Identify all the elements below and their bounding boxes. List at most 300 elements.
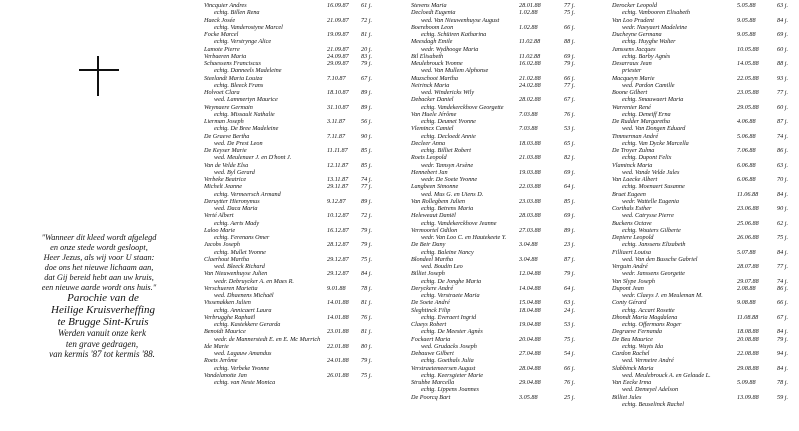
deceased-name: Van Loo Prudent bbox=[612, 16, 654, 24]
age: 90 j. bbox=[361, 132, 373, 140]
spouse-name: echtg. Annicaert Laura bbox=[214, 306, 272, 314]
deceased-entry bbox=[204, 60, 378, 67]
spouse-name: echtg. Keersgieter Marie bbox=[421, 371, 484, 379]
death-date: 19.03.88 bbox=[519, 168, 541, 176]
spouse-name: wed. Van Dongen Eduard bbox=[622, 125, 686, 133]
age: 20 j. bbox=[361, 45, 373, 53]
spouse-line bbox=[411, 191, 581, 198]
deceased-entry bbox=[411, 82, 581, 89]
spouse-line bbox=[204, 379, 378, 386]
spouse-line bbox=[411, 162, 581, 169]
deceased-name: Verschueren Marietta bbox=[204, 284, 258, 292]
death-date: 22.08.88 bbox=[737, 350, 759, 357]
death-date: 11.08.88 bbox=[737, 313, 759, 321]
age: 85 j. bbox=[361, 161, 373, 169]
deceased-entry bbox=[411, 24, 581, 31]
deceased-name: Verbeke Beatrice bbox=[204, 176, 247, 183]
deceased-name: Debacker Daniel bbox=[411, 96, 454, 104]
spouse-line bbox=[411, 343, 581, 350]
deceased-entry bbox=[411, 140, 581, 147]
deceased-name: Neirinck Maria bbox=[411, 81, 450, 89]
deceased-entry bbox=[204, 162, 378, 169]
age: 65 j. bbox=[564, 139, 576, 147]
death-date: 23.05.88 bbox=[737, 89, 759, 96]
spouse-name: echtg. Beuselinck Rachel bbox=[622, 400, 685, 408]
age: 77 j. bbox=[564, 81, 576, 89]
age: 69 j. bbox=[564, 212, 576, 220]
death-date: 21.09.87 bbox=[327, 45, 349, 53]
spouse-line bbox=[204, 9, 378, 16]
deceased-name: Bruet Eugeen bbox=[612, 190, 646, 198]
spouse-line bbox=[612, 212, 795, 219]
spouse-name: echtg. Deumet Yvonne bbox=[421, 118, 476, 125]
age: 75 j. bbox=[777, 234, 789, 241]
spouse-line bbox=[411, 104, 581, 111]
age: 79 j. bbox=[361, 357, 373, 365]
death-date: 14.01.88 bbox=[327, 313, 349, 321]
parish-title-line: te Brugge Sint-Kruis bbox=[57, 316, 149, 328]
deceased-entry bbox=[612, 104, 795, 111]
deceased-entry bbox=[204, 328, 378, 335]
death-date: 16.12.87 bbox=[327, 226, 349, 234]
spouse-line bbox=[411, 31, 581, 38]
death-date: 5.06.88 bbox=[737, 132, 756, 140]
deceased-entry bbox=[411, 154, 581, 161]
spouse-name: echtg. van Neste Monica bbox=[214, 379, 276, 386]
deceased-entry bbox=[612, 60, 795, 67]
death-date: 28.12.87 bbox=[327, 241, 349, 249]
death-date: 18.04.88 bbox=[519, 306, 541, 314]
death-date: 14.01.88 bbox=[327, 299, 349, 307]
death-date: 21.02.88 bbox=[519, 74, 541, 82]
age: 59 j. bbox=[777, 393, 789, 401]
death-date: 29.09.87 bbox=[327, 60, 349, 67]
death-date: 22.05.88 bbox=[737, 74, 759, 82]
deceased-name: Van Laecke Albert bbox=[612, 176, 658, 183]
deceased-entry bbox=[411, 270, 581, 277]
death-date: 2.08.88 bbox=[737, 284, 756, 292]
spouse-name: echtg. Wouters Gilberte bbox=[622, 226, 681, 234]
deceased-entry bbox=[612, 118, 795, 125]
spouse-name: wed. Meulenaer J. en D'hont J. bbox=[214, 154, 292, 162]
deceased-name: Conty Gérard bbox=[612, 299, 647, 307]
death-date: 28.07.88 bbox=[737, 263, 759, 270]
death-date: 23.01.88 bbox=[327, 328, 349, 336]
spouse-name: wed. Van den Bussche Gabriel bbox=[622, 255, 698, 263]
deceased-name: Derocker Leopold bbox=[612, 2, 657, 9]
deceased-name: Boereboom Leon bbox=[411, 23, 454, 31]
age: 69 j. bbox=[564, 168, 576, 176]
death-date: 14.04.88 bbox=[519, 284, 541, 292]
age: 77 j. bbox=[564, 2, 576, 9]
deceased-entry bbox=[411, 212, 581, 219]
spouse-line bbox=[411, 147, 581, 154]
age: 63 j. bbox=[564, 299, 576, 307]
deceased-entry bbox=[411, 307, 581, 314]
spouse-line bbox=[612, 270, 795, 277]
deceased-name: Dhondt Maria Magdalena bbox=[612, 313, 678, 321]
age: 84 j. bbox=[777, 248, 789, 256]
spouse-line bbox=[612, 96, 795, 103]
parish-title-line: Heilige Kruisverheffing bbox=[51, 304, 155, 316]
age: 76 j. bbox=[564, 110, 576, 118]
spouse-name: echtg. Vermeersch Armand bbox=[214, 190, 281, 198]
deceased-name: Van de Velde Elsa bbox=[204, 161, 249, 169]
spouse-name: priester bbox=[622, 67, 642, 75]
deceased-name: Verbrugghe Raphaël bbox=[204, 313, 256, 321]
deceased-name: Van Eecke Irma bbox=[612, 379, 652, 386]
spouse-line bbox=[204, 350, 378, 357]
deceased-name: Warrenier René bbox=[612, 103, 651, 111]
spouse-name: wedr. Wydhooge Maria bbox=[421, 45, 479, 53]
spouse-line bbox=[204, 205, 378, 212]
spouse-name: echtg. Dupont Felix bbox=[622, 154, 672, 162]
age: 83 j. bbox=[361, 52, 373, 60]
spouse-name: wed. Grudacks Joseph bbox=[421, 342, 477, 350]
death-date: 16.02.88 bbox=[519, 60, 541, 67]
age: 86 j. bbox=[777, 147, 789, 154]
deceased-name: Vlemincx Camiel bbox=[411, 125, 454, 133]
deceased-name: Claerhout Martha bbox=[204, 255, 250, 263]
cross-icon bbox=[79, 56, 119, 96]
deceased-name: Heleweaut Daniël bbox=[411, 212, 456, 220]
spouse-name: wed. Daca Maria bbox=[214, 205, 258, 212]
deceased-entry bbox=[612, 162, 795, 169]
spouse-name: wed. Boudin Leo bbox=[421, 263, 463, 270]
death-date: 24.09.87 bbox=[327, 52, 349, 60]
spouse-line bbox=[612, 357, 795, 364]
spouse-name: wed. Demeyel Adelson bbox=[622, 386, 679, 394]
age: 64 j. bbox=[564, 284, 576, 292]
deceased-name: Meulebrouck Yvonne bbox=[411, 60, 463, 67]
deceased-entry bbox=[204, 176, 378, 183]
deceased-list-column-2 bbox=[411, 2, 581, 401]
death-date: 9.01.88 bbox=[327, 284, 346, 292]
deceased-entry bbox=[411, 379, 581, 386]
deceased-name: Billiet Joseph bbox=[411, 270, 445, 278]
deceased-entry bbox=[411, 227, 581, 234]
deceased-name: Cardon Rachel bbox=[612, 350, 650, 357]
spouse-name: echtg. Vandekerckhove Jeanne bbox=[421, 219, 497, 227]
death-date: 29.08.88 bbox=[737, 364, 759, 372]
age: 93 j. bbox=[777, 74, 789, 82]
age: 79 j. bbox=[361, 226, 373, 234]
deceased-entry bbox=[411, 321, 581, 328]
age: 60 j. bbox=[777, 103, 789, 111]
death-date: 9.05.88 bbox=[737, 16, 756, 24]
death-date: 18.10.87 bbox=[327, 89, 349, 96]
spouse-line bbox=[612, 307, 795, 314]
spouse-name: echtg. Kastekkere Gerarda bbox=[214, 321, 281, 328]
spouse-line bbox=[411, 133, 581, 140]
spouse-name: echtg. Billiet Robert bbox=[421, 147, 472, 154]
deceased-entry bbox=[612, 234, 795, 241]
age: 84 j. bbox=[777, 190, 789, 198]
age: 89 j. bbox=[361, 197, 373, 205]
deceased-entry bbox=[411, 299, 581, 306]
deceased-entry bbox=[612, 176, 795, 183]
spouse-name: wedr. Wattelle Eugenia bbox=[622, 197, 679, 205]
death-date: 28.04.88 bbox=[519, 364, 541, 372]
deceased-name: Boone Gilbert bbox=[612, 89, 648, 96]
spouse-name: echtg. Offermans Roger bbox=[622, 321, 682, 328]
spouse-line bbox=[204, 67, 378, 74]
deceased-entry bbox=[612, 350, 795, 357]
spouse-name: echtg. Mullet Yvonne bbox=[214, 248, 266, 256]
deceased-entry bbox=[411, 350, 581, 357]
deceased-entry bbox=[204, 46, 378, 53]
spouse-line bbox=[411, 357, 581, 364]
deceased-name: Deryckere André bbox=[411, 284, 454, 292]
deceased-entry bbox=[411, 9, 581, 16]
death-date: 13.11.87 bbox=[327, 176, 349, 183]
death-date: 23.06.88 bbox=[737, 205, 759, 212]
spouse-name: wedr. Claeys J. en Meuleman M. bbox=[622, 292, 703, 299]
deceased-entry bbox=[612, 328, 795, 335]
death-date: 11.11.87 bbox=[327, 147, 348, 154]
age: 81 j. bbox=[361, 328, 373, 336]
quote-line: doe ons het nieuwe lichaam aan, bbox=[44, 263, 154, 272]
spouse-name: wedr. Van Loo C. en Hautekeete Y. bbox=[421, 234, 507, 241]
deceased-entry bbox=[411, 75, 581, 82]
deceased-name: Schaessens Franciscus bbox=[204, 60, 261, 67]
age: 72 j. bbox=[361, 212, 373, 220]
spouse-line bbox=[204, 234, 378, 241]
spouse-line bbox=[612, 372, 795, 379]
spouse-name: wedr. Tamsyn Arsène bbox=[421, 161, 474, 169]
spouse-line bbox=[411, 314, 581, 321]
deceased-entry bbox=[411, 60, 581, 67]
spouse-line bbox=[411, 67, 581, 74]
deceased-entry bbox=[612, 285, 795, 292]
age: 79 j. bbox=[564, 270, 576, 278]
death-date: 3.04.88 bbox=[519, 241, 538, 249]
death-date: 7.10.87 bbox=[327, 74, 346, 82]
deceased-entry bbox=[612, 31, 795, 38]
death-date: 6.06.88 bbox=[737, 176, 756, 183]
age: 84 j. bbox=[777, 328, 789, 336]
spouse-line bbox=[411, 263, 581, 270]
death-date: 5.07.88 bbox=[737, 248, 756, 256]
death-date: 20.08.88 bbox=[737, 335, 759, 343]
deceased-entry bbox=[612, 394, 795, 401]
deceased-name: Van Slype Joseph bbox=[612, 277, 655, 285]
deceased-name: Langbeen Simonne bbox=[411, 183, 459, 191]
spouse-name: wed. Pardon Camille bbox=[622, 81, 675, 89]
deceased-entry bbox=[204, 17, 378, 24]
deceased-entry bbox=[612, 249, 795, 256]
deceased-name: De Graeve Bertha bbox=[204, 132, 250, 140]
deceased-name: Stevens Maria bbox=[411, 2, 447, 9]
spouse-line bbox=[204, 365, 378, 372]
age: 90 j. bbox=[777, 205, 789, 212]
age: 66 j. bbox=[564, 74, 576, 82]
age: 74 j. bbox=[361, 176, 373, 183]
spouse-line bbox=[612, 241, 795, 248]
death-date: 28.01.88 bbox=[519, 2, 541, 9]
deceased-entry bbox=[411, 365, 581, 372]
deceased-name: De Poorcq Bart bbox=[411, 393, 451, 401]
deceased-name: Haeck Josée bbox=[204, 16, 236, 24]
spouse-name: echtg. Lippens Joannes bbox=[421, 386, 479, 394]
deceased-entry bbox=[204, 198, 378, 205]
deceased-entry bbox=[204, 89, 378, 96]
spouse-name: wed. Lammertyn Maurice bbox=[214, 96, 278, 104]
quote-line: "Wanneer dit kleed wordt afgelegd bbox=[41, 233, 157, 242]
deceased-entry bbox=[204, 227, 378, 234]
spouse-line bbox=[411, 220, 581, 227]
death-date: 11.02.88 bbox=[519, 38, 541, 46]
deceased-entry bbox=[411, 336, 581, 343]
deceased-name: Steelandt Maria Louiza bbox=[204, 74, 263, 82]
subtitle-line: ten grave gedragen, bbox=[65, 338, 139, 349]
age: 61 j. bbox=[361, 2, 373, 9]
deceased-entry bbox=[411, 241, 581, 248]
spouse-line bbox=[411, 17, 581, 24]
spouse-line bbox=[411, 249, 581, 256]
spouse-name: echtg. De Bree Madeleine bbox=[214, 125, 279, 133]
spouse-line bbox=[411, 234, 581, 241]
spouse-name: wed. Lagauw Amandus bbox=[214, 350, 272, 357]
death-date: 1.02.88 bbox=[519, 9, 538, 17]
spouse-name: echtg. De Meester Agnès bbox=[421, 328, 483, 336]
deceased-name: Van Nieuwenhuyse Julien bbox=[204, 270, 268, 278]
spouse-line bbox=[204, 191, 378, 198]
deceased-name: Vissenakken Julien bbox=[204, 299, 251, 307]
death-date: 26.01.88 bbox=[327, 371, 349, 379]
deceased-entry bbox=[411, 394, 581, 401]
spouse-name: wed. Windericks Wily bbox=[421, 89, 475, 96]
spouse-line bbox=[612, 38, 795, 45]
age: 24 j. bbox=[564, 306, 576, 314]
deceased-name: De Rudder Margaretha bbox=[612, 118, 670, 125]
deceased-name: Slabbinck Maria bbox=[612, 364, 654, 372]
death-date: 16.09.87 bbox=[327, 2, 349, 9]
age: 66 j. bbox=[564, 23, 576, 31]
age: 56 j. bbox=[361, 118, 373, 125]
deceased-entry bbox=[204, 372, 378, 379]
spouse-name: echtg. Vanderostyne Marcel bbox=[214, 23, 283, 31]
deceased-entry bbox=[204, 104, 378, 111]
age: 88 j. bbox=[777, 60, 789, 67]
deceased-entry bbox=[204, 285, 378, 292]
death-date: 12.04.88 bbox=[519, 270, 541, 278]
deceased-entry bbox=[411, 198, 581, 205]
spouse-line bbox=[612, 125, 795, 132]
age: 25 j. bbox=[564, 393, 576, 401]
age: 79 j. bbox=[564, 60, 576, 67]
prayer-quote bbox=[4, 233, 194, 293]
spouse-name: wed. De Prest Leon bbox=[214, 139, 263, 147]
death-date: 25.06.88 bbox=[737, 219, 759, 227]
death-date: 21.03.88 bbox=[519, 154, 541, 162]
spouse-name: echtg. Wuyts Ida bbox=[622, 342, 664, 350]
spouse-name: wed. Vermeire André bbox=[622, 357, 674, 365]
age: 87 j. bbox=[564, 255, 576, 263]
deceased-entry bbox=[612, 220, 795, 227]
spouse-line bbox=[204, 24, 378, 31]
age: 77 j. bbox=[777, 263, 789, 270]
deceased-entry bbox=[411, 285, 581, 292]
death-date: 27.04.88 bbox=[519, 350, 541, 357]
spouse-name: wedr. De Soete Yvonne bbox=[421, 176, 478, 183]
spouse-line bbox=[411, 292, 581, 299]
death-date: 10.05.88 bbox=[737, 45, 759, 53]
age: 62 j. bbox=[777, 219, 789, 227]
spouse-name: echtg. Missault Nathalie bbox=[214, 110, 275, 118]
deceased-name: Janssens Jacques bbox=[612, 45, 656, 53]
deceased-name: Bil Elisabeth bbox=[411, 52, 444, 60]
age: 78 j. bbox=[777, 379, 789, 386]
subtitle-line: van kermis '87 tot kermis '88. bbox=[49, 349, 155, 360]
death-date: 18.08.88 bbox=[737, 328, 759, 336]
spouse-line bbox=[612, 82, 795, 89]
spouse-line bbox=[204, 169, 378, 176]
spouse-line bbox=[612, 401, 795, 408]
spouse-line bbox=[411, 176, 581, 183]
death-date: 18.03.88 bbox=[519, 139, 541, 147]
death-date: 1.02.88 bbox=[519, 23, 538, 31]
age: 53 j. bbox=[564, 125, 576, 133]
spouse-name: wed. Byl Gerard bbox=[214, 168, 255, 176]
deceased-name: Buckens Octave bbox=[612, 219, 652, 227]
spouse-name: echtg. Decloedt Annie bbox=[421, 132, 476, 140]
spouse-line bbox=[204, 96, 378, 103]
death-date: 24.01.88 bbox=[327, 357, 349, 365]
death-date: 7.03.88 bbox=[519, 125, 538, 133]
death-date: 29.11.87 bbox=[327, 183, 349, 191]
age: 64 j. bbox=[564, 183, 576, 191]
spouse-line bbox=[204, 249, 378, 256]
age: 82 j. bbox=[564, 154, 576, 162]
spouse-line bbox=[612, 256, 795, 263]
quote-line: Heer Jezus, als wij voor U staan: bbox=[43, 253, 155, 262]
death-date: 12.11.87 bbox=[327, 161, 349, 169]
spouse-name: echtg. Verstraete Maria bbox=[421, 292, 480, 299]
deceased-name: Fockaert Maria bbox=[411, 335, 451, 343]
deceased-entry bbox=[612, 336, 795, 343]
deceased-name: Meesdagh Emile bbox=[411, 38, 453, 46]
spouse-name: echtg. Goethals Julia bbox=[421, 357, 474, 365]
death-date: 5.09.88 bbox=[737, 379, 756, 386]
spouse-name: echtg. Ferenans Omer bbox=[214, 234, 270, 241]
age: 23 j. bbox=[564, 241, 576, 249]
death-date: 10.12.87 bbox=[327, 212, 349, 220]
deceased-entry bbox=[204, 133, 378, 140]
deceased-name: Van Huele Jérôme bbox=[411, 110, 457, 118]
spouse-name: wedr. Naeyaert Madeleine bbox=[622, 23, 688, 31]
death-date: 11.06.88 bbox=[737, 190, 759, 198]
deceased-name: Vermoortel Odilon bbox=[411, 226, 458, 234]
age: 84 j. bbox=[777, 16, 789, 24]
spouse-line bbox=[204, 278, 378, 285]
deceased-name: Van Rollegbem Julien bbox=[411, 197, 465, 205]
deceased-name: Vlaminck Maria bbox=[612, 161, 653, 169]
death-date: 9.05.88 bbox=[737, 31, 756, 38]
spouse-line bbox=[612, 67, 795, 74]
death-date: 9.08.88 bbox=[737, 299, 756, 307]
death-date: 29.04.88 bbox=[519, 379, 541, 386]
death-date: 3.11.87 bbox=[327, 118, 346, 125]
deceased-entry bbox=[204, 2, 378, 9]
deceased-name: Blondeel Martha bbox=[411, 255, 454, 263]
subtitle bbox=[10, 328, 194, 360]
age: 86 j. bbox=[777, 284, 789, 292]
deceased-name: Roets Leopold bbox=[411, 154, 447, 162]
spouse-name: echtg. Smauwaert Maria bbox=[622, 96, 684, 104]
spouse-name: echtg. Betrens Maria bbox=[421, 205, 474, 212]
age: 89 j. bbox=[361, 103, 373, 111]
